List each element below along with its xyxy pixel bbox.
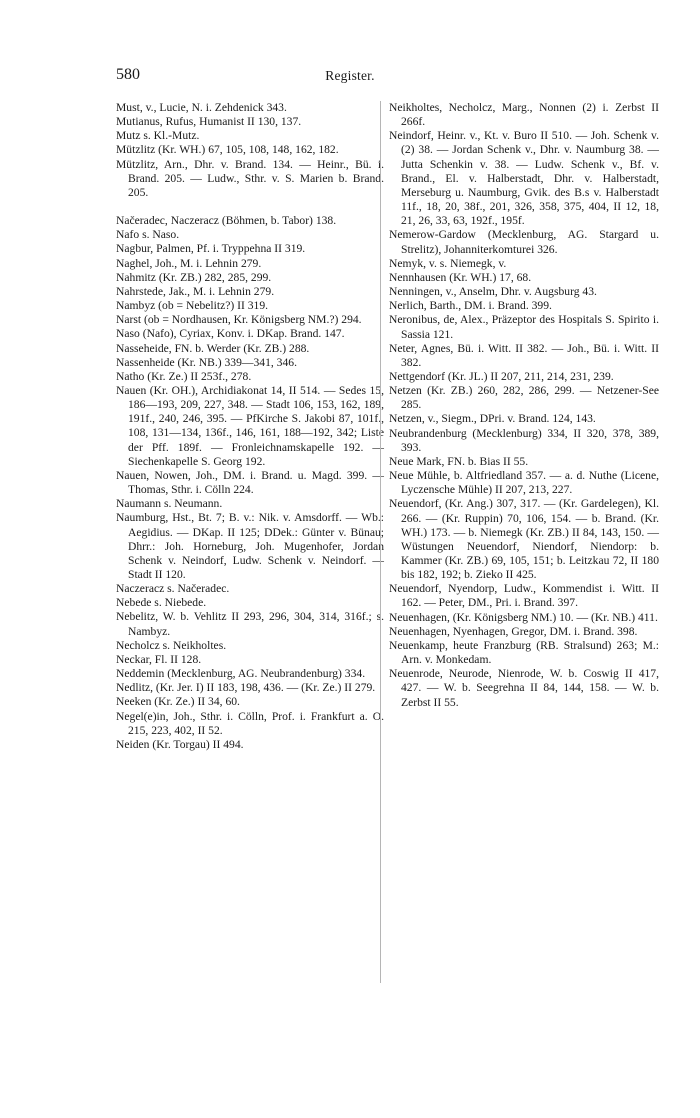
index-entry: Nemyk, v. s. Niemegk, v. <box>389 256 507 270</box>
index-entry: Nerlich, Barth., DM. i. Brand. 399. <box>389 299 552 313</box>
index-entry: Neubrandenburg (Mecklenburg) 334, II 320, 378, 389, 393. <box>389 426 659 454</box>
index-entry: Netzen, v., Siegm., DPri. v. Brand. 124, 143. <box>389 412 596 426</box>
index-entry: Neddemin (Mecklenburg, AG. Neubrandenburg) 334. <box>116 667 366 681</box>
column-divider <box>380 101 381 983</box>
index-entry: Nasseheide, FN. b. Werder (Kr. ZB.) 288. <box>116 341 310 355</box>
index-entry: Neuendorf, (Kr. Ang.) 307, 317. — (Kr. Gardelegen), Kl. 266. — (Kr. Ruppin) 70, 106, 154. — b. Brand. (Kr. WH.) 173. — b. Niemegk (Kr. ZB.) II 84, 143, 150. — Wüstungen Neuendorf, Niendorf, Niendorp: b. Kammer (Kr. ZB.) 69, 105, 151; b. Leitzkau 72, II 180 bis 182, 192; b. Zieko II 425. <box>389 497 659 582</box>
index-entry: Nedlitz, (Kr. Jer. I) II 183, 198, 436. — (Kr. Ze.) II 279. <box>116 681 376 695</box>
index-entry: Naczeracz s. Načeradec. <box>116 582 230 596</box>
right-column <box>389 101 659 710</box>
index-entry: Mutianus, Rufus, Humanist II 130, 137. <box>116 115 302 129</box>
index-entry: Nennhausen (Kr. WH.) 17, 68. <box>389 270 532 284</box>
index-entry: Mutz s. Kl.-Mutz. <box>116 129 200 143</box>
index-entry: Neter, Agnes, Bü. i. Witt. II 382. — Joh., Bü. i. Witt. II 382. <box>389 341 659 369</box>
index-entry: Mützlitz (Kr. WH.) 67, 105, 108, 148, 162, 182. <box>116 143 339 157</box>
left-column <box>116 101 384 752</box>
index-entry: Nebede s. Niebede. <box>116 596 207 610</box>
index-entry: Neikholtes, Necholcz, Marg., Nonnen (2) i. Zerbst II 266f. <box>389 101 659 129</box>
index-entry: Neiden (Kr. Torgau) II 494. <box>116 737 244 751</box>
index-entry: Neronibus, de, Alex., Präzeptor des Hospitals S. Spirito i. Sassia 121. <box>389 313 659 341</box>
index-entry: Neckar, Fl. II 128. <box>116 652 202 666</box>
page-number: 580 <box>116 66 140 83</box>
index-entry: Naumburg, Hst., Bt. 7; B. v.: Nik. v. Amsdorff. — Wb.: Aegidius. — DKap. II 125; DDek.: Günter v. Bünau; Dhrr.: Joh. Horneburg, Joh. Mugenhofer, Jordan Schenk v. Neindorf, Ludw. Schenk v. Neindorf. — Stadt II 120. <box>116 511 384 581</box>
index-entry: Naumann s. Neumann. <box>116 497 223 511</box>
index-entry: Neuenkamp, heute Franzburg (RB. Stralsund) 263; M.: Arn. v. Monkedam. <box>389 638 659 667</box>
index-entry: Neuenrode, Neurode, Nienrode, W. b. Coswig II 417, 427. — W. b. Seegrehna II 84, 144, 158. — W. b. Zerbst II 55. <box>389 667 659 709</box>
index-entry: Nebelitz, W. b. Vehlitz II 293, 296, 304, 314, 316f.; s. Nambyz. <box>116 610 384 638</box>
index-entry: Nagbur, Palmen, Pf. i. Tryppehna II 319. <box>116 242 306 256</box>
index-entry: Neeken (Kr. Ze.) II 34, 60. <box>116 695 240 709</box>
index-entry: Nenningen, v., Anselm, Dhr. v. Augsburg 43. <box>389 285 597 299</box>
index-entry: Natho (Kr. Ze.) II 253f., 278. <box>116 369 252 383</box>
index-entry: Negel(e)in, Joh., Sthr. i. Cölln, Prof. i. Frankfurt a. O. 215, 223, 402, II 52. <box>116 709 384 737</box>
index-entry: Neindorf, Heinr. v., Kt. v. Buro II 510. — Joh. Schenk v. (2) 38. — Jordan Schenk v., Dhr. v. Naumburg 38. — Jutta Schenkin v. 38. — Ludw. Schenk v., Bf. v. Brand., El. v. Halberstadt, Dhr. v. Halberstadt, Merseburg u. Naumburg, Gvik. des B.s v. Halberstadt 11f., 18, 20, 38f., 201, 326, 358, 375, 404, II 12, 18, 21, 26, 33, 63, 192f., 195f. <box>389 129 659 228</box>
running-head: Register. <box>325 68 375 83</box>
index-entry: Nassenheide (Kr. NB.) 339—341, 346. <box>116 355 297 369</box>
index-entry: Necholcz s. Neikholtes. <box>116 638 227 652</box>
index-entry: Neue Mark, FN. b. Bias II 55. <box>389 454 529 468</box>
index-entry: Nambyz (ob = Nebelitz?) II 319. <box>116 299 269 313</box>
index-entry: Nauen (Kr. OH.), Archidiakonat 14, II 514. — Sedes 15, 186—193, 209, 227, 348. — Stadt 106, 153, 162, 189, 191f., 240, 246, 395. — PfKirche S. Jakobi 87, 101f., 108, 131—134, 136f., 146, 161, 188—192, 342; Liste der Pff. 189f. — Fronleichnamskapelle 192. — Siechenkapelle S. Georg 192. <box>116 383 384 468</box>
index-entry: Neue Mühle, b. Altfriedland 357. — a. d. Nuthe (Licene, Lyczensche Mühle) II 207, 213, 227. <box>389 469 659 497</box>
index-entry: Naghel, Joh., M. i. Lehnin 279. <box>116 256 262 270</box>
index-entry: Netzen (Kr. ZB.) 260, 282, 286, 299. — Netzener-See 285. <box>389 384 659 412</box>
index-entry: Nemerow-Gardow (Mecklenburg, AG. Stargard u. Strelitz), Johanniterkomturei 326. <box>389 228 659 256</box>
index-entry: Mützlitz, Arn., Dhr. v. Brand. 134. — Heinr., Bü. i. Brand. 205. — Ludw., Sthr. v. S. Marien b. Brand. 205. <box>116 157 384 199</box>
index-entry: Načeradec, Naczeracz (Böhmen, b. Tabor) 138. <box>116 214 337 228</box>
index-entry: Narst (ob = Nordhausen, Kr. Königsberg NM.?) 294. <box>116 313 362 327</box>
index-entry: Nafo s. Naso. <box>116 228 180 242</box>
index-entry: Neuenhagen, Nyenhagen, Gregor, DM. i. Brand. 398. <box>389 624 638 638</box>
index-entry: Neuendorf, Nyendorp, Ludw., Kommendist i. Witt. II 162. — Peter, DM., Pri. i. Brand. 397. <box>389 582 659 610</box>
index-entry: Naso (Nafo), Cyriax, Konv. i. DKap. Brand. 147. <box>116 327 345 341</box>
index-entry: Nauen, Nowen, Joh., DM. i. Brand. u. Magd. 399. — Thomas, Sthr. i. Cölln 224. <box>116 468 384 497</box>
index-entry: Nettgendorf (Kr. JL.) II 207, 211, 214, 231, 239. <box>389 369 614 383</box>
index-entry: Nahmitz (Kr. ZB.) 282, 285, 299. <box>116 270 272 284</box>
index-entry: Neuenhagen, (Kr. Königsberg NM.) 10. — (Kr. NB.) 411. <box>389 610 658 624</box>
index-entry: Nahrstede, Jak., M. i. Lehnin 279. <box>116 284 275 298</box>
index-entry: Must, v., Lucie, N. i. Zehdenick 343. <box>116 101 287 114</box>
